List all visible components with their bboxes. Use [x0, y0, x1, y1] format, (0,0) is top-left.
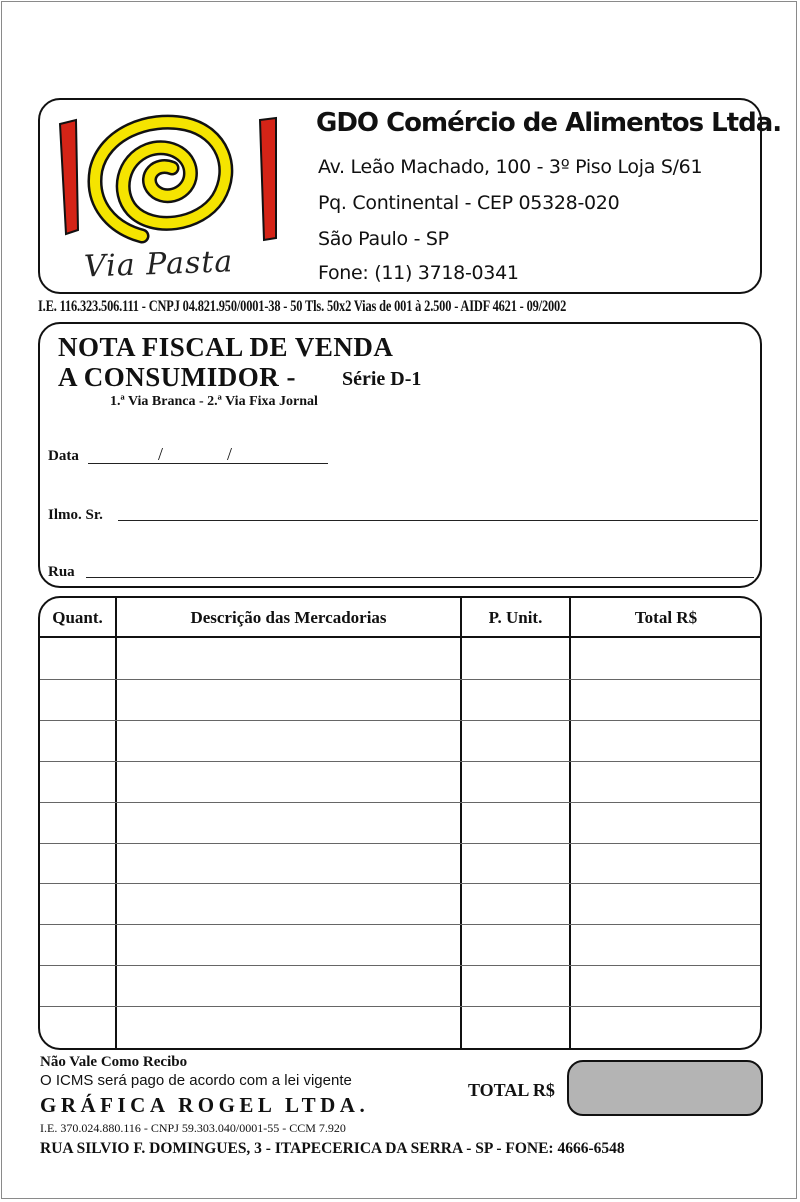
- table-row-separator: [40, 679, 760, 680]
- street-field[interactable]: [86, 577, 754, 578]
- icms-note: O ICMS será pago de acordo com a lei vigente: [40, 1072, 352, 1089]
- phone-line: Fone: (11) 3718-0341: [318, 262, 519, 284]
- series-label: Série D-1: [342, 368, 422, 390]
- date-separator: /: [227, 444, 233, 464]
- date-label: Data: [48, 448, 79, 464]
- table-row-separator: [40, 720, 760, 721]
- logo-right-red-bar: [260, 118, 276, 240]
- table-row-separator: [40, 924, 760, 925]
- total-amount-field[interactable]: [567, 1060, 763, 1116]
- brand-name: Via Pasta: [83, 244, 234, 285]
- recipient-field[interactable]: [118, 520, 758, 521]
- printer-name: GRÁFICA ROGEL LTDA.: [40, 1093, 370, 1117]
- document-title-line-2: A CONSUMIDOR -: [58, 362, 297, 392]
- date-separator: /: [158, 444, 164, 464]
- column-header-total: Total R$: [634, 608, 698, 627]
- document-title-line-1: NOTA FISCAL DE VENDA: [58, 332, 394, 362]
- column-header-quantity: Quant.: [52, 608, 103, 627]
- table-row-separator: [40, 761, 760, 762]
- recipient-label: Ilmo. Sr.: [48, 507, 103, 523]
- items-table: [38, 596, 762, 1050]
- table-row-separator: [40, 802, 760, 803]
- date-field[interactable]: [88, 463, 328, 464]
- copies-label: 1.ª Via Branca - 2.ª Via Fixa Jornal: [110, 394, 318, 409]
- printer-address: RUA SILVIO F. DOMINGUES, 3 - ITAPECERICA DA SERRA - SP - FONE: 4666-6548: [40, 1140, 625, 1157]
- address-line-2: Pq. Continental - CEP 05328-020: [318, 192, 620, 214]
- not-receipt-notice: Não Vale Como Recibo: [40, 1054, 188, 1070]
- table-header-divider: [40, 636, 760, 638]
- table-row-separator: [40, 843, 760, 844]
- column-header-unit-price: P. Unit.: [488, 608, 543, 627]
- total-label: TOTAL R$: [468, 1080, 555, 1100]
- address-line-1: Av. Leão Machado, 100 - 3º Piso Loja S/61: [318, 156, 703, 178]
- table-row-separator: [40, 883, 760, 884]
- column-header-description: Descrição das Mercadorias: [190, 608, 387, 627]
- registration-line: I.E. 116.323.506.111 - CNPJ 04.821.950/0001-38 - 50 Tls. 50x2 Vias de 001 à 2.500 - AIDF 4621 - 09/2002: [38, 298, 567, 315]
- table-row-separator: [40, 965, 760, 966]
- company-name: GDO Comércio de Alimentos Ltda.: [316, 108, 782, 138]
- logo-left-red-bar: [60, 120, 78, 234]
- table-row-separator: [40, 1006, 760, 1007]
- column-divider: [569, 598, 571, 1048]
- street-label: Rua: [48, 564, 75, 580]
- printer-registration: I.E. 370.024.880.116 - CNPJ 59.303.040/0001-55 - CCM 7.920: [40, 1121, 346, 1135]
- address-line-3: São Paulo - SP: [318, 228, 449, 250]
- column-divider: [115, 598, 117, 1048]
- column-divider: [460, 598, 462, 1048]
